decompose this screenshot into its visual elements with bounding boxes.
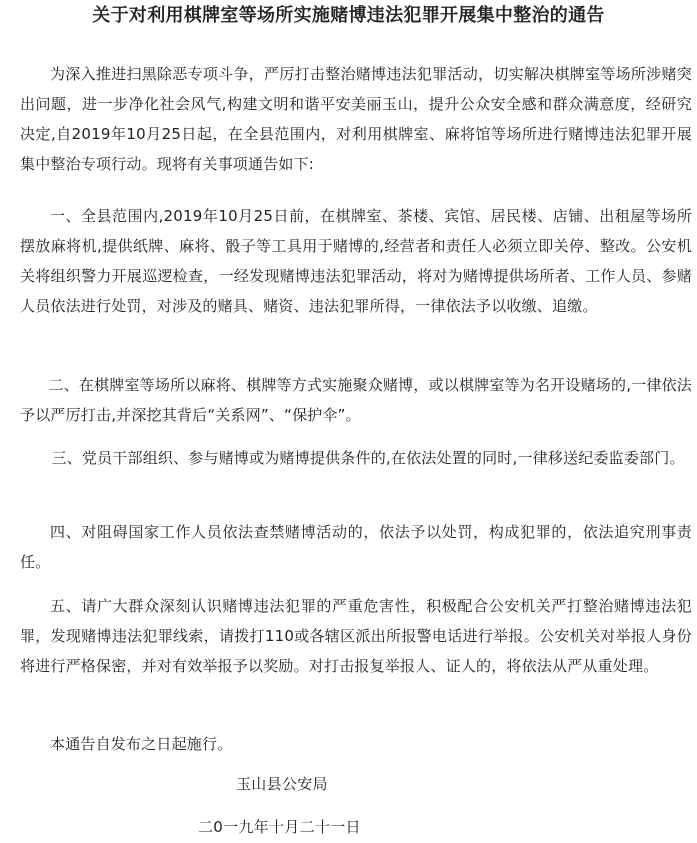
issue-date: 二0一九年十月二十一日	[198, 818, 361, 836]
item-5-paragraph: 五、请广大群众深刻认识赌博违法犯罪的严重危害性，积极配合公安机关严打整治赌博违法犯罪，发现赌博违法犯罪线索，请拨打110或各辖区派出所报警电话进行举报。公安机关对举报人身份将进行严格保密，并对有效举报予以奖励。对打击报复举报人、证人的，将依法从严从重处理。	[20, 597, 692, 675]
item-3-paragraph: 三、党员干部组织、参与赌博或为赌博提供条件的,在依法处置的同时,一律移送纪委监委部门。	[51, 449, 685, 467]
item-1-paragraph: 一、全县范围内,2019年10月25日前，在棋牌室、茶楼、宾馆、居民楼、店铺、出租屋等场所摆放麻将机,提供纸牌、麻将、骰子等工具用于赌博的,经营者和责任人必须立即关停、整改。公安机关将组织警力开展巡逻检查，一经发现赌博违法犯罪活动，将对为赌博提供场所者、工作人员、参赌人员依法进行处罚，对涉及的赌具、赌资、违法犯罪所得，一律依法予以收缴、追缴。	[20, 207, 692, 315]
issuer-signature: 玉山县公安局	[236, 775, 328, 793]
closing-paragraph: 本通告自发布之日起施行。	[50, 735, 233, 753]
notice-title: 关于对利用棋牌室等场所实施赌博违法犯罪开展集中整治的通告	[92, 5, 605, 26]
item-2-paragraph: 二、在棋牌室等场所以麻将、棋牌等方式实施聚众赌博，或以棋牌室等为名开设赌场的,一律依法予以严厉打击,并深挖其背后“关系网”、“保护伞”。	[20, 376, 692, 424]
intro-paragraph: 为深入推进扫黑除恶专项斗争，严厉打击整治赌博违法犯罪活动，切实解决棋牌室等场所涉赌突出问题，进一步净化社会风气,构建文明和谐平安美丽玉山，提升公众安全感和群众满意度，经研究决定,自2019年10月25日起，在全县范围内，对利用棋牌室、麻将馆等场所进行赌博违法犯罪开展集中整治专项行动。现将有关事项通告如下:	[20, 65, 692, 173]
item-4-paragraph: 四、对阻碍国家工作人员依法查禁赌博活动的，依法予以处罚，构成犯罪的，依法追究刑事责任。	[20, 523, 692, 571]
